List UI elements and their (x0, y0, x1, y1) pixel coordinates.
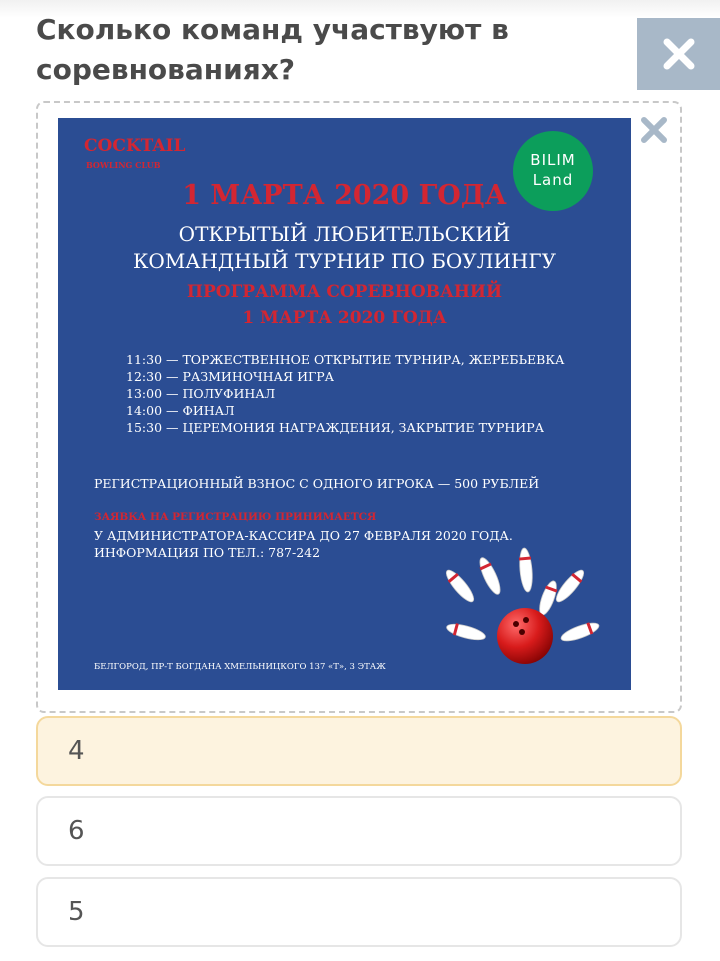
close-button[interactable] (637, 18, 720, 90)
answer-option-label: 4 (68, 736, 85, 766)
remove-image-button[interactable] (634, 110, 674, 150)
answer-option[interactable] (36, 877, 682, 947)
program-title-2: 1 МАРТА 2020 ГОДА (242, 308, 447, 328)
phone-info: ИНФОРМАЦИЯ ПО ТЕЛ.: 787-242 (94, 545, 321, 560)
admin-note: У АДМИНИСТРАТОРА-КАССИРА ДО 27 ФЕВРАЛЯ 2020 ГОДА. (94, 528, 513, 543)
logo-line-2: Land (532, 171, 574, 189)
logo-line-1: BILIM (530, 151, 576, 169)
club-subtitle: BOWLING CLUB (86, 160, 161, 170)
schedule-item: 14:00 — ФИНАЛ (126, 403, 235, 418)
application-note: ЗАЯВКА НА РЕГИСТРАЦИЮ ПРИНИМАЕТСЯ (94, 511, 377, 523)
answer-option[interactable] (36, 796, 682, 866)
tournament-title-2: КОМАНДНЫЙ ТУРНИР ПО БОУЛИНГУ (132, 249, 557, 273)
answer-option-label: 6 (68, 816, 85, 846)
bowling-pins-icon (430, 546, 620, 676)
club-name: COCKTAIL (84, 136, 186, 156)
registration-fee: РЕГИСТРАЦИОННЫЙ ВЗНОС С ОДНОГО ИГРОКА — 500 РУБЛЕЙ (94, 476, 540, 491)
schedule-item: 13:00 — ПОЛУФИНАЛ (126, 386, 276, 401)
schedule-item: 12:30 — РАЗМИНОЧНАЯ ИГРА (126, 369, 335, 384)
event-date: 1 МАРТА 2020 ГОДА (182, 180, 507, 211)
tournament-title-1: ОТКРЫТЫЙ ЛЮБИТЕЛЬСКИЙ (178, 222, 511, 246)
address: БЕЛГОРОД, ПР-Т БОГДАНА ХМЕЛЬНИЦКОГО 137 «Т», 3 ЭТАЖ (94, 662, 386, 672)
question-title: Сколько команд участвуют в соревнованиях? (36, 13, 509, 86)
close-icon (662, 37, 696, 71)
program-title-1: ПРОГРАММА СОРЕВНОВАНИЙ (186, 282, 503, 302)
poster-image (58, 118, 631, 690)
close-icon (639, 115, 669, 145)
answer-option[interactable] (36, 716, 682, 786)
answer-option-label: 5 (68, 897, 85, 927)
schedule-item: 11:30 — ТОРЖЕСТВЕННОЕ ОТКРЫТИЕ ТУРНИРА, ЖЕРЕБЬЕВКА (126, 352, 565, 367)
schedule-item: 15:30 — ЦЕРЕМОНИЯ НАГРАЖДЕНИЯ, ЗАКРЫТИЕ ТУРНИРА (126, 420, 545, 435)
